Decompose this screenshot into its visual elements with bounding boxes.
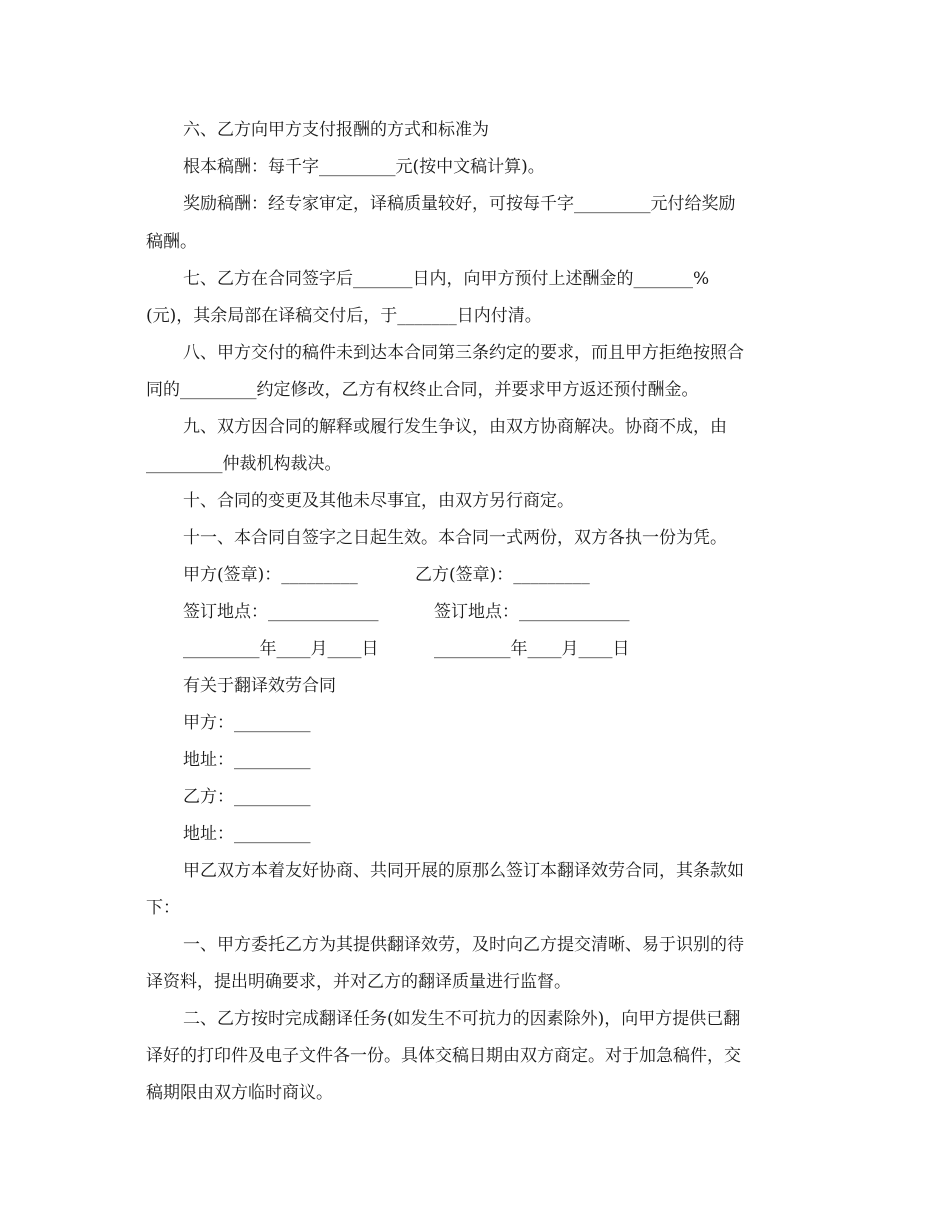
clause-7-line-2: (元)，其余局部在译稿交付后，于_______日内付清。 (146, 306, 542, 326)
article-2-line-1: 二、乙方按时完成翻译任务(如发生不可抗力的因素除外)，向甲方提供已翻 (183, 1009, 741, 1029)
clause-6-basic-fee: 根本稿酬：每千字_________元(按中文稿计算)。 (183, 157, 545, 177)
clause-10: 十、合同的变更及其他未尽事宜，由双方另行商定。 (183, 491, 574, 511)
intro-line-1: 甲乙双方本着友好协商、共同开展的原那么签订本翻译效劳合同，其条款如 (183, 861, 744, 881)
article-1-line-2: 译资料，提出明确要求，并对乙方的翻译质量进行监督。 (146, 972, 571, 992)
party-a-signature: 甲方(签章)：_________ (183, 565, 358, 585)
clause-8-line-2: 同的_________约定修改，乙方有权终止合同，并要求甲方返还预付酬金。 (146, 380, 699, 400)
clause-9-line-1: 九、双方因合同的解释或履行发生争议，由双方协商解决。协商不成，由 (183, 417, 727, 437)
party-b-field: 乙方：_________ (183, 787, 311, 807)
signing-date-a: _________年____月____日 (183, 639, 379, 659)
party-b-signature: 乙方(签章)：_________ (415, 565, 590, 585)
clause-6-title: 六、乙方向甲方支付报酬的方式和标准为 (183, 120, 489, 140)
party-a-field: 甲方：_________ (183, 713, 311, 733)
clause-8-line-1: 八、甲方交付的稿件未到达本合同第三条约定的要求，而且甲方拒绝按照合 (183, 343, 744, 363)
clause-6-bonus-line-2: 稿酬。 (146, 232, 197, 252)
article-1-line-1: 一、甲方委托乙方为其提供翻译效劳，及时向乙方提交清晰、易于识别的待 (183, 935, 744, 955)
article-2-line-2: 译好的打印件及电子文件各一份。具体交稿日期由双方商定。对于加急稿件，交 (146, 1046, 741, 1066)
clause-11: 十一、本合同自签字之日起生效。本合同一式两份，双方各执一份为凭。 (183, 528, 727, 548)
contract-title: 有关于翻译效劳合同 (183, 676, 336, 696)
address-b-field: 地址：_________ (183, 824, 311, 844)
clause-9-line-2: _________仲裁机构裁决。 (146, 454, 342, 474)
signing-place-b: 签订地点：_____________ (434, 602, 630, 622)
signing-date-b: _________年____月____日 (434, 639, 630, 659)
clause-7-line-1: 七、乙方在合同签字后_______日内，向甲方预付上述酬金的_______% (183, 269, 710, 289)
intro-line-2: 下： (146, 898, 180, 918)
article-2-line-3: 稿期限由双方临时商议。 (146, 1083, 333, 1103)
clause-6-bonus-line-1: 奖励稿酬：经专家审定，译稿质量较好，可按每千字_________元付给奖励 (183, 194, 736, 214)
address-a-field: 地址：_________ (183, 750, 311, 770)
signing-place-a: 签订地点：_____________ (183, 602, 379, 622)
